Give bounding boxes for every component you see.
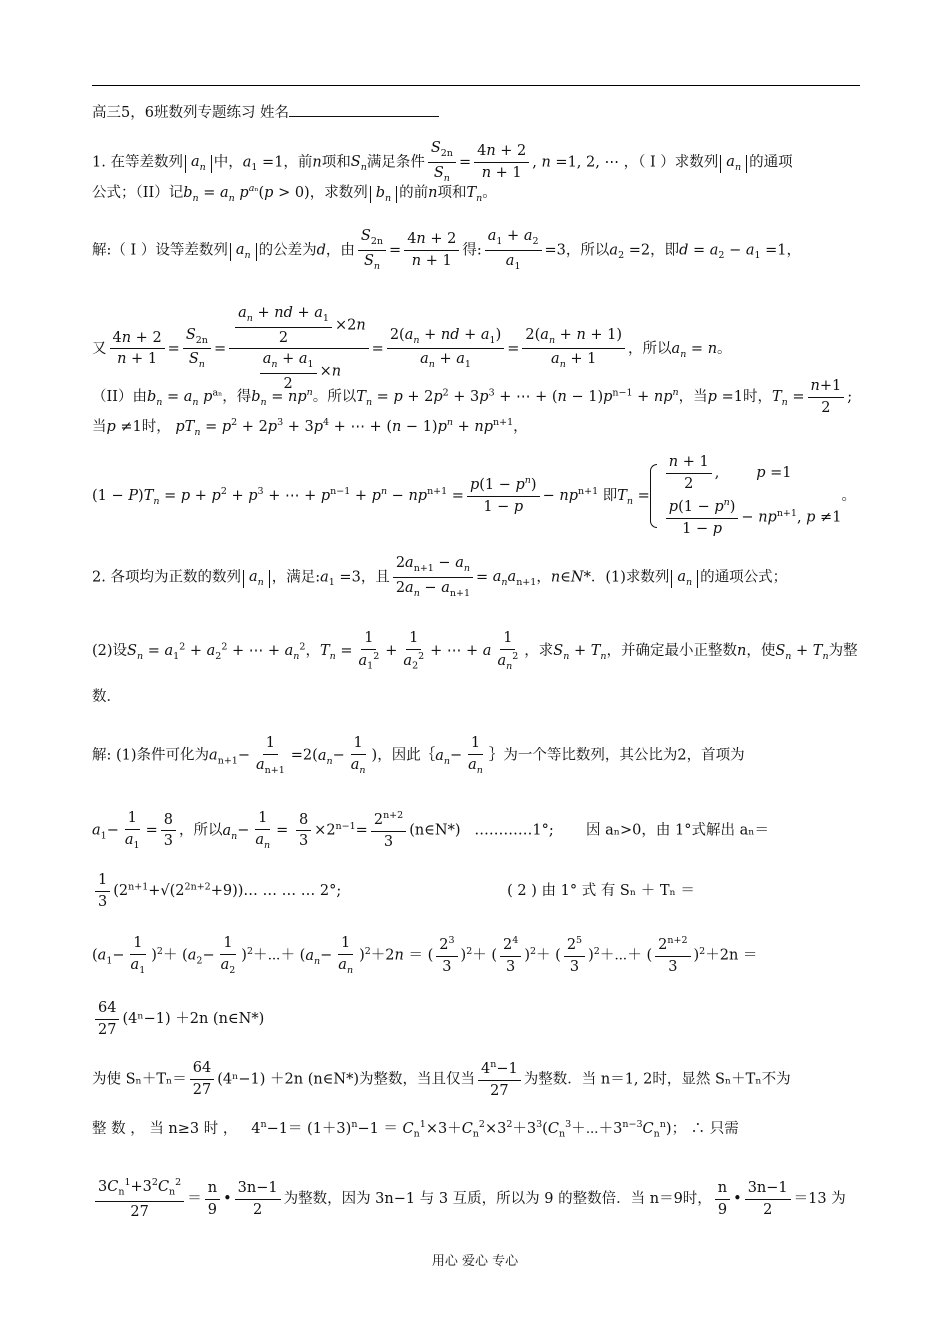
problem-2-line-1: 2. 各项均为正数的数列 $a_n$ ，满足$:a_1 =3$，且 $\frac{2a_{n+1} - a_n}{2a_n - a_{n+1}}$ = $a_na_{n+1}$，n∈N*．(1)求数列 $a_n$ 的通项公式； [92, 555, 788, 599]
s2-text: ，因此｛ [377, 747, 436, 764]
problem-1-line-2: 公式；（II）记$b_n = a_n$ $p^{a_n}(p > 0)$，求数列 $b_n$ 的前n项和$T_n$。 [92, 183, 497, 204]
s2-text: 为整数．当 n＝1, 2时，显然 Sₙ＋Tₙ不为 [523, 1071, 791, 1088]
p1-text: 的前 [399, 184, 429, 201]
s2-text: (4ⁿ−1) ＋2n (n∈N*) [122, 1011, 265, 1028]
p2-text: 为整 [828, 643, 858, 660]
p1-text: ，前 [283, 154, 313, 171]
p2-text: 的通项公式； [700, 569, 788, 586]
s2-text: 为使 Sₙ＋Tₙ＝ [92, 1071, 187, 1088]
p1-text: ，求数列 [309, 184, 368, 201]
p1-text: 满足条件 [366, 154, 425, 171]
p1-text: ，（ I ）求数列 [623, 154, 719, 171]
solution-2-line-5: $\frac{64}{27}$ (4ⁿ−1) ＋2n (n∈N*) [92, 1000, 264, 1038]
name-blank [289, 103, 439, 117]
p2-text: ，且 [360, 569, 390, 586]
s2-text: 为整数，因为 3n−1 与 3 互质，所以为 9 的整数倍．当 n＝9时， [283, 1191, 712, 1208]
p2-text: ，求 [524, 643, 554, 660]
s1-text: ，当 [678, 389, 708, 406]
s1-text: ，所以 [628, 340, 672, 357]
s2-text: 解: (1)条件可化为 [92, 747, 210, 764]
solution-1-line-2: 又 $\frac{4n + 2}{n + 1}$ = $\frac{S_{2n}}{S_n}$ = $\frac{a_n + nd + a_1}{2}$ ×2n $\frac{a_n + a_1}{2}$ ×n = $\frac{2(a_n + nd + a_1)}{a_n + a_1}$ = $\frac{2(a_n + n + 1)}{a_n + 1}$ ，所以$a_n = n$。 [92, 305, 732, 393]
s2-text: (4ⁿ−1) ＋2n (n∈N*)为整数，当且仅当 [217, 1071, 476, 1088]
solution-2-line-6: 为使 Sₙ＋Tₙ＝ $\frac{64}{27}$ (4ⁿ−1) ＋2n (n∈N*)为整数，当且仅当 $\frac{4^n-1}{27}$ 为整数．当 n＝1, 2时，显然 Sₙ＋Tₙ不为 [92, 1059, 791, 1099]
solution-2-line-8: $\frac{3C_n^1+3^2C_n^2}{27}$ ＝ $\frac{n}{9}$ • $\frac{3n-1}{2}$ 为整数，因为 3n−1 与 3 互质，所以为 9 的整数倍．当 n＝9时， $\frac{n}{9}$ • $\frac{3n-1}{2}$ ＝13 为 [92, 1178, 846, 1220]
p2-text: 2. 各项均为正数的数列 [92, 569, 241, 586]
s1-text: 时， [141, 418, 171, 435]
s1-text: 又 [92, 340, 107, 357]
s1-text: ，即 [650, 242, 680, 259]
s1-text: 当 [92, 418, 107, 435]
s2-text: 整 数 ， 当 n≥3 时 ， [92, 1120, 238, 1137]
p2-text: ．(1)求数列 [590, 569, 670, 586]
solution-2-line-2: $a_1-$ $\frac{1}{a_1}$ = $\frac{8}{3}$ ，所以$a_n-$ $\frac{1}{a_n}$ = $\frac{8}{3}$ $\times 2^{n-1}=$ $\frac{2^{n+2}}{3}$ (n∈N*) …………1°; 因 aₙ>0，由 1°式解出 aₙ＝ [92, 810, 769, 851]
header-line [92, 103, 439, 121]
s2-text: ； ∴ 只需 [671, 1120, 739, 1137]
s1-text: 即 [602, 487, 618, 504]
s2-text: ( 2 ) 由 1° 式 有 Sₙ ＋ Tₙ ＝ [507, 883, 695, 900]
s2-text: (n∈N*) [409, 822, 461, 839]
solution-1-line-3: （II）由$b_n = a_n$ $p^{a_n}$，得$b_n = np^n$。所以$T_n = p + 2p^2 + 3p^3$ + ⋯ + $(n - 1)p^{n-1} + np^n$，当p =1时，$T_n$ = $\frac{n+1}{2}$ ; [92, 378, 853, 416]
s1-text: 解:（ I ）设等差数列 [92, 242, 228, 259]
s2-text: ＝13 为 [793, 1191, 846, 1208]
p2-text: (2)设 [92, 643, 128, 660]
p2-text: ， [305, 643, 320, 660]
solution-1-line-4: 当p ≠1时， $pT_n = p^2 + 2p^3 + 3p^4$ + ⋯ + $(n - 1)p^n + np^{n+1}$， [92, 417, 528, 438]
p2-text: ， [536, 569, 551, 586]
p1-text: 项和 [437, 184, 467, 201]
p2-text: ，使 [746, 643, 776, 660]
s1-text: ，得 [222, 389, 252, 406]
page-footer: 用心 爱心 专心 [431, 1254, 519, 1269]
top-rule [92, 85, 860, 86]
solution-1-line-1: 解:（ I ）设等差数列 $a_n$ 的公差为d，由 $\frac{S_{2n}}{S_n}$ = $\frac{4n + 2}{n + 1}$ 得: $\frac{a_1 + a_2}{a_1}$ =3，所以$a_2 =2$，即$d = a_2 - a_1 =1$， [92, 228, 802, 272]
header-text: 高三5，6班数列专题练习 姓名 [92, 105, 290, 121]
s1-text: 。 [841, 487, 856, 504]
s2-text: …………1°; [474, 822, 554, 839]
s1-text: 时， [742, 389, 772, 406]
p1-text: 中， [213, 154, 243, 171]
p2-text: ，并确定最小正整数 [606, 643, 738, 660]
problem-2-line-2: (2)设$S_n = a_1^2 + a_2^2$ + ⋯ + $a_n^2$，$T_n$ = $\frac{1}{a_1^2}$ + $\frac{1}{a_2^2}$ + ⋯ + a $\frac{1}{a_n^2}$ ，求$S_n + T_n$，并确定最小正整数n，使$S_n + T_n$为整 [92, 630, 858, 672]
s1-text: 。 [717, 340, 732, 357]
s1-text: 的公差为 [258, 242, 317, 259]
s1-text: ，由 [325, 242, 355, 259]
s1-text: 。所以 [312, 389, 357, 406]
solution-1-line-5: $(1 - P)T_n = p + p^2 + p^3$ + ⋯ + $p^{n-1} + p^n - np^{n+1}$ = $\frac{p(1 - p^n)}{1 - p}$ − $np^{n+1}$ 即$T_n$ = $\frac{n + 1}{2}$ , p =1 $\frac{p(1 - p^n)}{1 - p}$ − $np^{n+1}$, p ≠1 。 [92, 454, 856, 537]
s1-text: ，所以 [565, 242, 610, 259]
s2-text: ｝为一个等比数列，其公比为2，首项为 [488, 747, 745, 764]
s2-text: 因 aₙ>0，由 1°式解出 aₙ＝ [585, 822, 769, 839]
solution-2-line-7: 整 数 ， 当 n≥3 时 ， $4^n-1= (1+3)^n-1$ ＝ $C_n^1\times 3+C_n^2\times 3^2+3^3(C_n^3+\cdots+3^{n-3}C_n^n)$； ∴ 只需 [92, 1119, 739, 1140]
s1-text: 得: [462, 242, 482, 259]
p1-text: 项和 [321, 154, 351, 171]
problem-2-line-3: 数． [92, 689, 121, 705]
p2-text: ，满足: [271, 569, 321, 586]
s2-text: … … … … 2°; [243, 883, 342, 900]
p1-text: 公式；（II）记 [92, 184, 184, 201]
solution-2-line-1: 解: (1)条件可化为$a_{n+1}-$ $\frac{1}{a_{n+1}}$ $=2(a_n-$ $\frac{1}{a_n}$ )，因此$\{a_n-$ $\frac{1}{a_n}$ ｝为一个等比数列，其公比为2，首项为 [92, 735, 745, 776]
solution-2-line-3: $\frac{1}{3}$ $(2^{n+1}+√(2^{2n+2}+9))\dots$ … … … 2°; ( 2 ) 由 1° 式 有 Sₙ ＋ Tₙ ＝ [92, 872, 695, 910]
s1-text: （II）由 [92, 389, 147, 406]
solution-2-line-4: ($a_1-$ $\frac{1}{a_1}$ )$^2+ (a_2-$ $\frac{1}{a_2}$ )$^2$＋⋯＋ ($a_n-$ $\frac{1}{a_n}$ )$^2$＋2n ＝ ( $\frac{2^3}{3}$ )$^2$＋ ( $\frac{2^4}{3}$ )$^2$＋ ( $\frac{2^5}{3}$ )$^2$＋⋯＋ ( $\frac{2^{n+2}}{3}$ )$^2$＋2n ＝ [92, 935, 758, 976]
p1-text: 。 [482, 184, 497, 201]
s2-text: ，所以 [178, 822, 223, 839]
problem-1-line-1: 1. 在等差数列 $a_n$ 中，$a_1 =1$，前n项和$S_n$满足条件 $\frac{S_{2n}}{S_n}$ = $\frac{4n + 2}{n + 1}$ , n =1, 2, ⋯ ，（ I ）求数列 $a_n$ 的通项 [92, 140, 793, 184]
p1-text: 的通项 [749, 154, 793, 171]
p1-text: 1. 在等差数列 [92, 154, 183, 171]
